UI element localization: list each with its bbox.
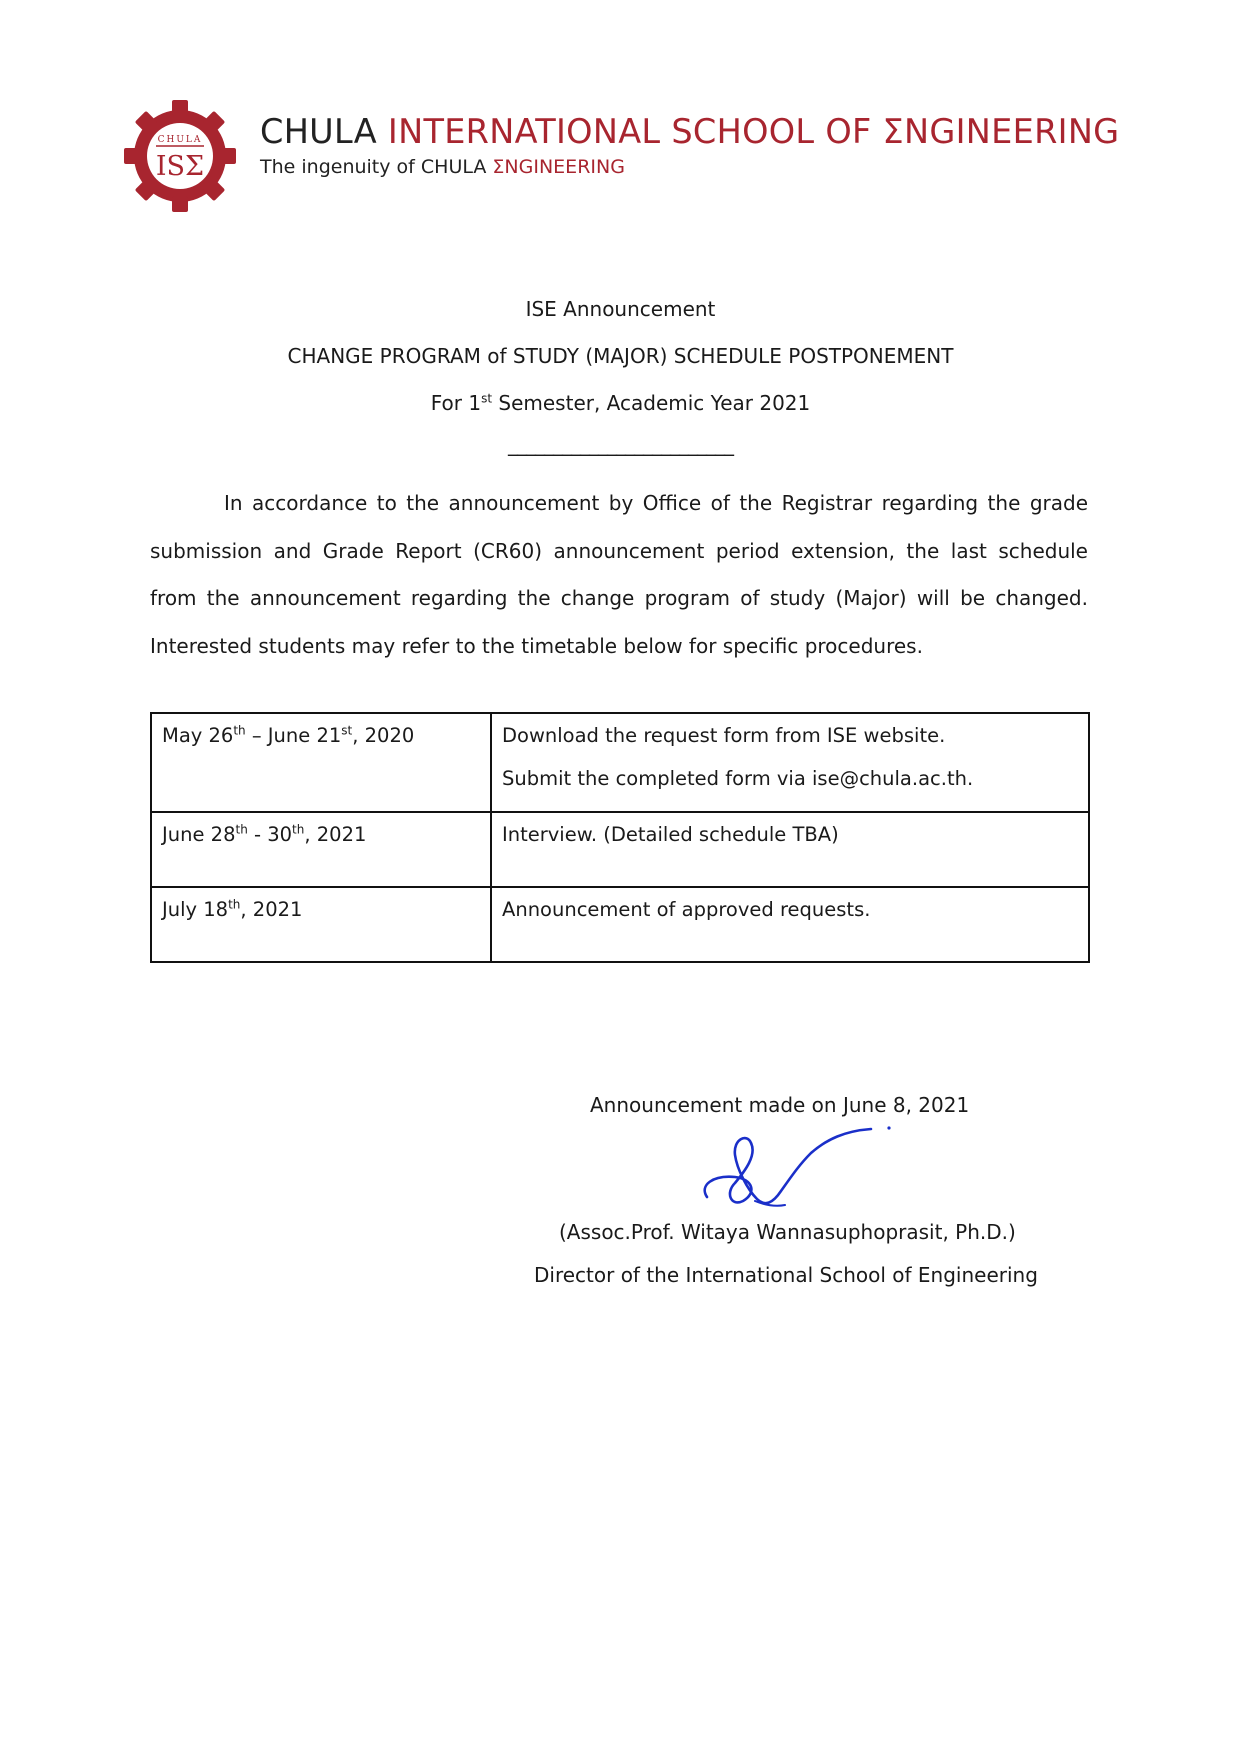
announcement-heading: ISE Announcement	[525, 297, 716, 321]
announcement-body	[150, 480, 1088, 670]
logo-main-text: ISΣ	[155, 151, 205, 182]
school-name-part1: CHULA	[260, 112, 388, 151]
school-name	[260, 112, 1119, 152]
table-row	[151, 713, 1089, 812]
brand-block	[260, 112, 1119, 178]
semester-sup: st	[481, 391, 493, 406]
announcement-date: Announcement made on June 8, 2021	[590, 1093, 970, 1117]
schedule-desc-line: Interview. (Detailed schedule TBA)	[502, 823, 839, 846]
signatory-title: Director of the International School of Engineering	[534, 1263, 1038, 1287]
table-row	[151, 887, 1089, 962]
schedule-date-cell: July 18th, 2021	[151, 887, 491, 962]
schedule-desc-line: Download the request form from ISE website.	[502, 724, 946, 747]
schedule-desc-cell	[491, 887, 1089, 962]
title-divider: _________________________	[508, 432, 733, 456]
tagline-part1: The ingenuity of CHULA	[260, 156, 493, 178]
schedule-date-cell: June 28th - 30th, 2021	[151, 812, 491, 887]
table-row	[151, 812, 1089, 887]
handwritten-signature-icon	[695, 1125, 900, 1220]
logo-top-text: CHULA	[157, 135, 203, 145]
semester-prefix: For 1	[430, 391, 482, 415]
schedule-desc-cell	[491, 713, 1089, 812]
school-name-part2: INTERNATIONAL SCHOOL OF ΣNGINEERING	[387, 112, 1120, 151]
schedule-date-cell: May 26th – June 21st, 2020	[151, 713, 491, 812]
schedule-table	[150, 712, 1090, 963]
school-tagline	[260, 156, 1119, 178]
semester-suffix: Semester, Academic Year 2021	[492, 391, 811, 415]
schedule-desc-cell	[491, 812, 1089, 887]
announcement-semester	[0, 391, 1241, 415]
tagline-part2: ΣNGINEERING	[492, 156, 625, 178]
signatory-name: (Assoc.Prof. Witaya Wannasuphoprasit, Ph.D.)	[559, 1220, 1016, 1244]
announcement-title: CHANGE PROGRAM of STUDY (MAJOR) SCHEDULE POSTPONEMENT	[287, 344, 954, 368]
announcement-body-text: In accordance to the announcement by Office of the Registrar regarding the grade submission and Grade Report (CR60) announcement period extension, the last schedule from the announcement regarding the change program of study (Major) will be changed. Interested students may refer to the timetable below for specific procedures.	[150, 491, 1088, 658]
schedule-desc-line: Announcement of approved requests.	[502, 898, 871, 921]
ise-gear-logo-icon	[122, 98, 238, 214]
schedule-desc-line: Submit the completed form via ise@chula.ac.th.	[502, 767, 974, 790]
